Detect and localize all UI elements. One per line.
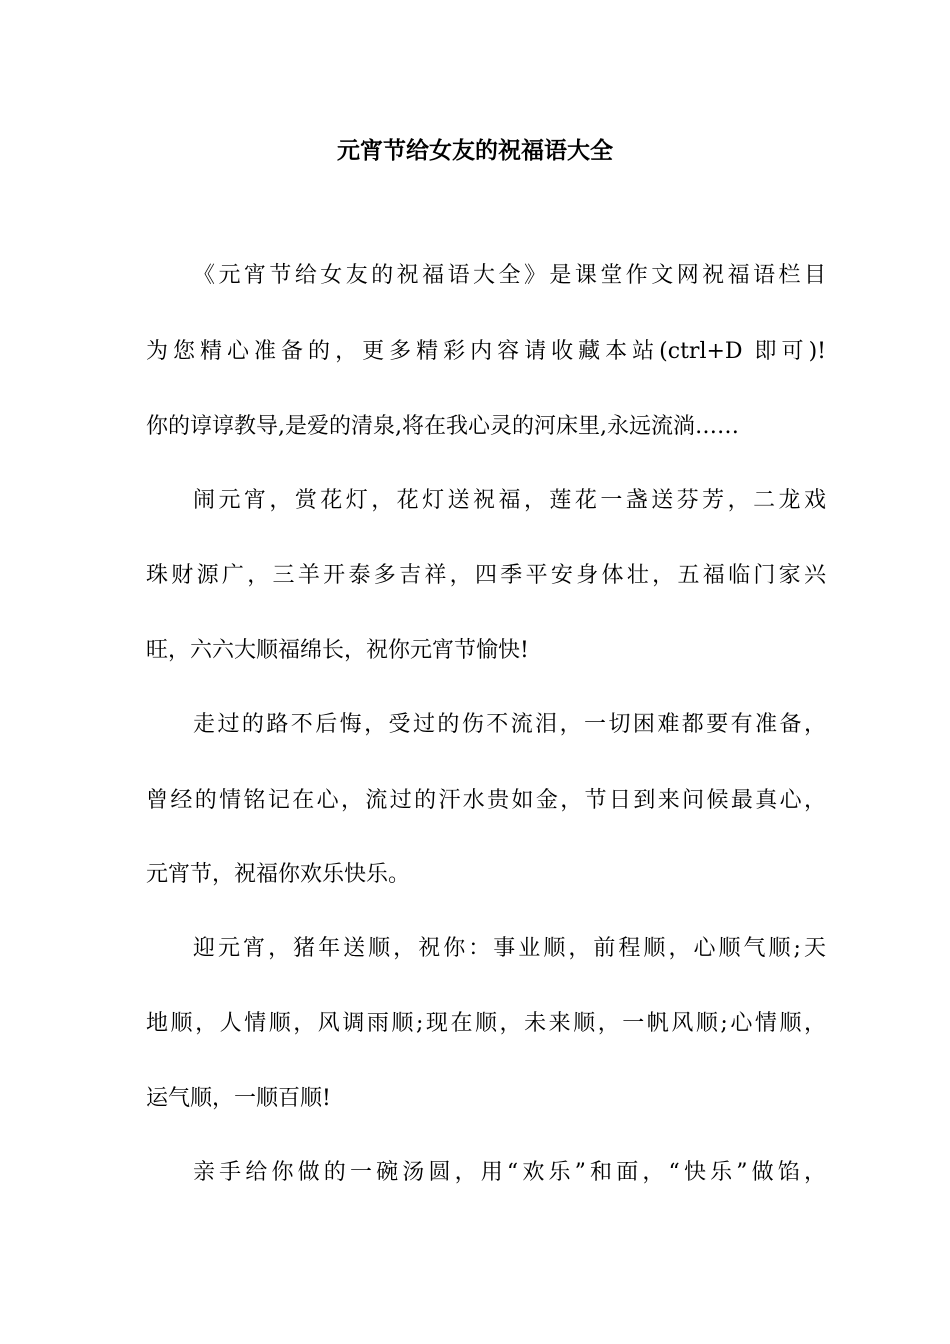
text-line: 《元宵节给女友的祝福语大全》是课堂作文网祝福语栏目 [193,263,826,288]
text-line: 地顺，人情顺，风调雨顺;现在顺，未来顺，一帆风顺;心情顺， [146,1011,826,1036]
text-line: 迎元宵，猪年送顺，祝你：事业顺，前程顺，心顺气顺;天 [193,936,826,961]
text-line: 走过的路不后悔，受过的伤不流泪，一切困难都要有准备， [193,712,826,737]
text-line: 曾经的情铭记在心，流过的汗水贵如金，节日到来问候最真心， [146,788,826,813]
text-line: 亲手给你做的一碗汤圆，用“欢乐”和面，“快乐”做馅， [193,1160,826,1185]
text-line: 旺，六六大顺福绵长，祝你元宵节愉快! [146,638,529,663]
text-line: 闹元宵，赏花灯，花灯送祝福，莲花一盏送芬芳，二龙戏 [193,488,826,513]
text-line: 你的谆谆教导,是爱的清泉,将在我心灵的河床里,永远流淌…… [146,414,739,439]
page-title: 元宵节给女友的祝福语大全 [337,138,613,164]
text-line: 珠财源广，三羊开泰多吉祥，四季平安身体壮，五福临门家兴 [146,563,826,588]
text-line: 运气顺，一顺百顺! [146,1086,331,1111]
text-line: 为您精心准备的，更多精彩内容请收藏本站(ctrl+D 即可)! [146,339,826,364]
text-line: 元宵节，祝福你欢乐快乐。 [146,862,411,887]
